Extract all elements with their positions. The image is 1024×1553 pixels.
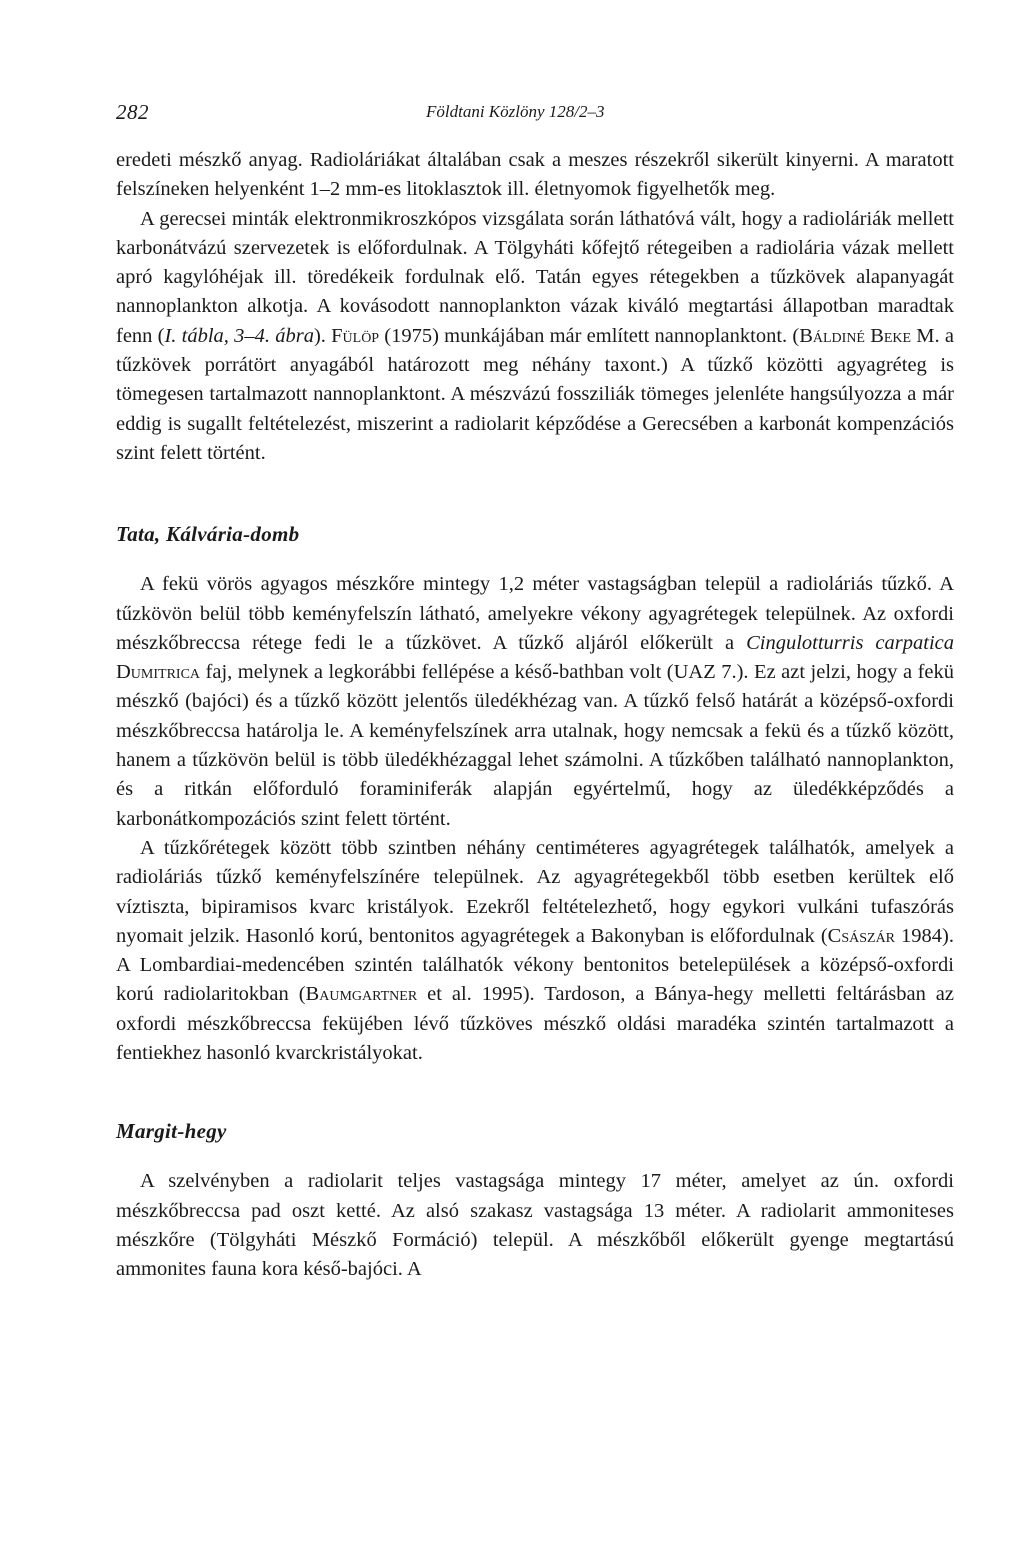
text-run: A fekü vörös agyagos mészkőre mintegy 1,2 méter vastagságban települ a radioláriás tűzkő. A tűzkövön belül több keményfelszín látható, amelyekre vékony agyagrétegek települnek. Az oxfordi mészkőbreccsa rétege fedi le a tűzkövet. A tűzkő aljáról előkerült a — [116, 573, 954, 654]
intro-paragraph-1: eredeti mészkő anyag. Radioláriákat általában csak a meszes részekről sikerült kinyerni. A maratott felszíneken helyenként 1–2 mm-es litoklasztok ill. életnyomok figyelhetők meg. — [116, 149, 954, 201]
author-name: Baumgartner — [305, 983, 418, 1006]
author-name: Császár — [827, 924, 896, 947]
intro-paragraph-2 — [116, 205, 954, 469]
journal-title: Földtani Közlöny 128/2–3 — [426, 102, 605, 121]
figure-reference: I. tábla, 3–4. ábra — [164, 324, 314, 347]
species-name: Cingulotturris carpatica — [746, 631, 955, 654]
text-run: 1984). A Lombardiai-medencében szintén találhatók vékony bentonitos betelepülések a középső-oxfordi korú radiolaritokban ( — [116, 924, 955, 1006]
text-run: A gerecsei minták elektronmikroszkópos vizsgálata során láthatóvá vált, hogy a radioláriák mellett karbonátvázú szervezetek is előfordulnak. A Tölgyháti kőfejtő rétegeiben a radiolária vázak mellett apró kagylóhéjak ill. töredékeik fordulnak elő. Tatán egyes rétegekben a tűzkövek alapanyagát nannoplankton alkotja. A kovásodott nannoplankton vázak kiváló megtartási állapotban maradtak fenn ( — [116, 207, 954, 347]
author-name: Báldiné Beke — [799, 324, 912, 347]
section-heading-tata: Tata, Kálvária-domb — [116, 522, 300, 547]
text-run: M. a tűzkövek porrátört anyagából határozott meg néhány taxont.) A tűzkő közötti agyagréteg is tömegesen tartalmazott nannoplanktont. A mészvázú fossziliák tömeges jelenléte hangsúlyozza a már eddig is sugallt feltételezést, miszerint a radiolarit képződése a Gerecsében a karbonát kompenzációs szint felett történt. — [116, 324, 954, 464]
text-run: faj, melynek a legkorábbi fellépése a késő-bathban volt (UAZ 7.). Ez azt jelzi, hogy a fekü mészkő (bajóci) és a tűzkő között jelentős üledékhézag van. A tűzkő felső határát a középső-oxfordi mészkőbreccsa határolja le. A keményfelszínek arra utalnak, hogy nemcsak a fekü és a tűzkő között, hanem a tűzkövön belül is több üledékhézaggal lehet számolni. A tűzkőben található nannoplankton, és a ritkán előforduló foraminiferák alapján egyértelmű, hogy az üledékképződés a karbonátkompozációs szint felett történt. — [116, 661, 954, 830]
margit-paragraph-1: A szelvényben a radiolarit teljes vastagsága mintegy 17 méter, amelyet az ún. oxfordi mészkőbreccsa pad oszt ketté. Az alsó szakasz vastagsága 13 méter. A radiolarit ammoniteses mészkőre (Tölgyháti Mészkő Formáció) települ. A mészkőből előkerült gyenge megtartású ammonites fauna kora késő-bajóci. A — [116, 1170, 954, 1281]
author-name: Fülöp — [331, 324, 380, 347]
section-heading-margit: Margit-hegy — [116, 1119, 227, 1144]
running-header — [116, 100, 954, 130]
tata-paragraph-1 — [116, 570, 954, 834]
text-run: ). — [313, 324, 332, 347]
author-name: Dumitrica — [116, 661, 201, 684]
text-run: et al. 1995). Tardoson, a Bánya-hegy melletti feltárásban az oxfordi mészkőbreccsa feküjében lévő tűzköves mészkő oldási maradéka szintén tartalmazott a fentiekhez hasonló kvarckristályokat. — [116, 983, 955, 1065]
text-run: (1975) munkájában már említett nannoplanktont. ( — [379, 324, 800, 347]
body-text — [116, 146, 954, 1285]
tata-paragraph-2 — [116, 834, 954, 1068]
page-number: 282 — [116, 100, 149, 124]
text-run: A tűzkőrétegek között több szintben néhány centiméteres agyagrétegek találhatók, amelyek a radioláriás tűzkő keményfelszínére települnek. Az agyagrétegekből több esetben kerültek elő víztiszta, bipiramisos kvarc kristályok. Ezekről feltételezhető, hogy egykori vulkáni tufaszórás nyomait jelzik. Hasonló korú, bentonitos agyagrétegek a Bakonyban is előfordulnak ( — [116, 836, 954, 947]
